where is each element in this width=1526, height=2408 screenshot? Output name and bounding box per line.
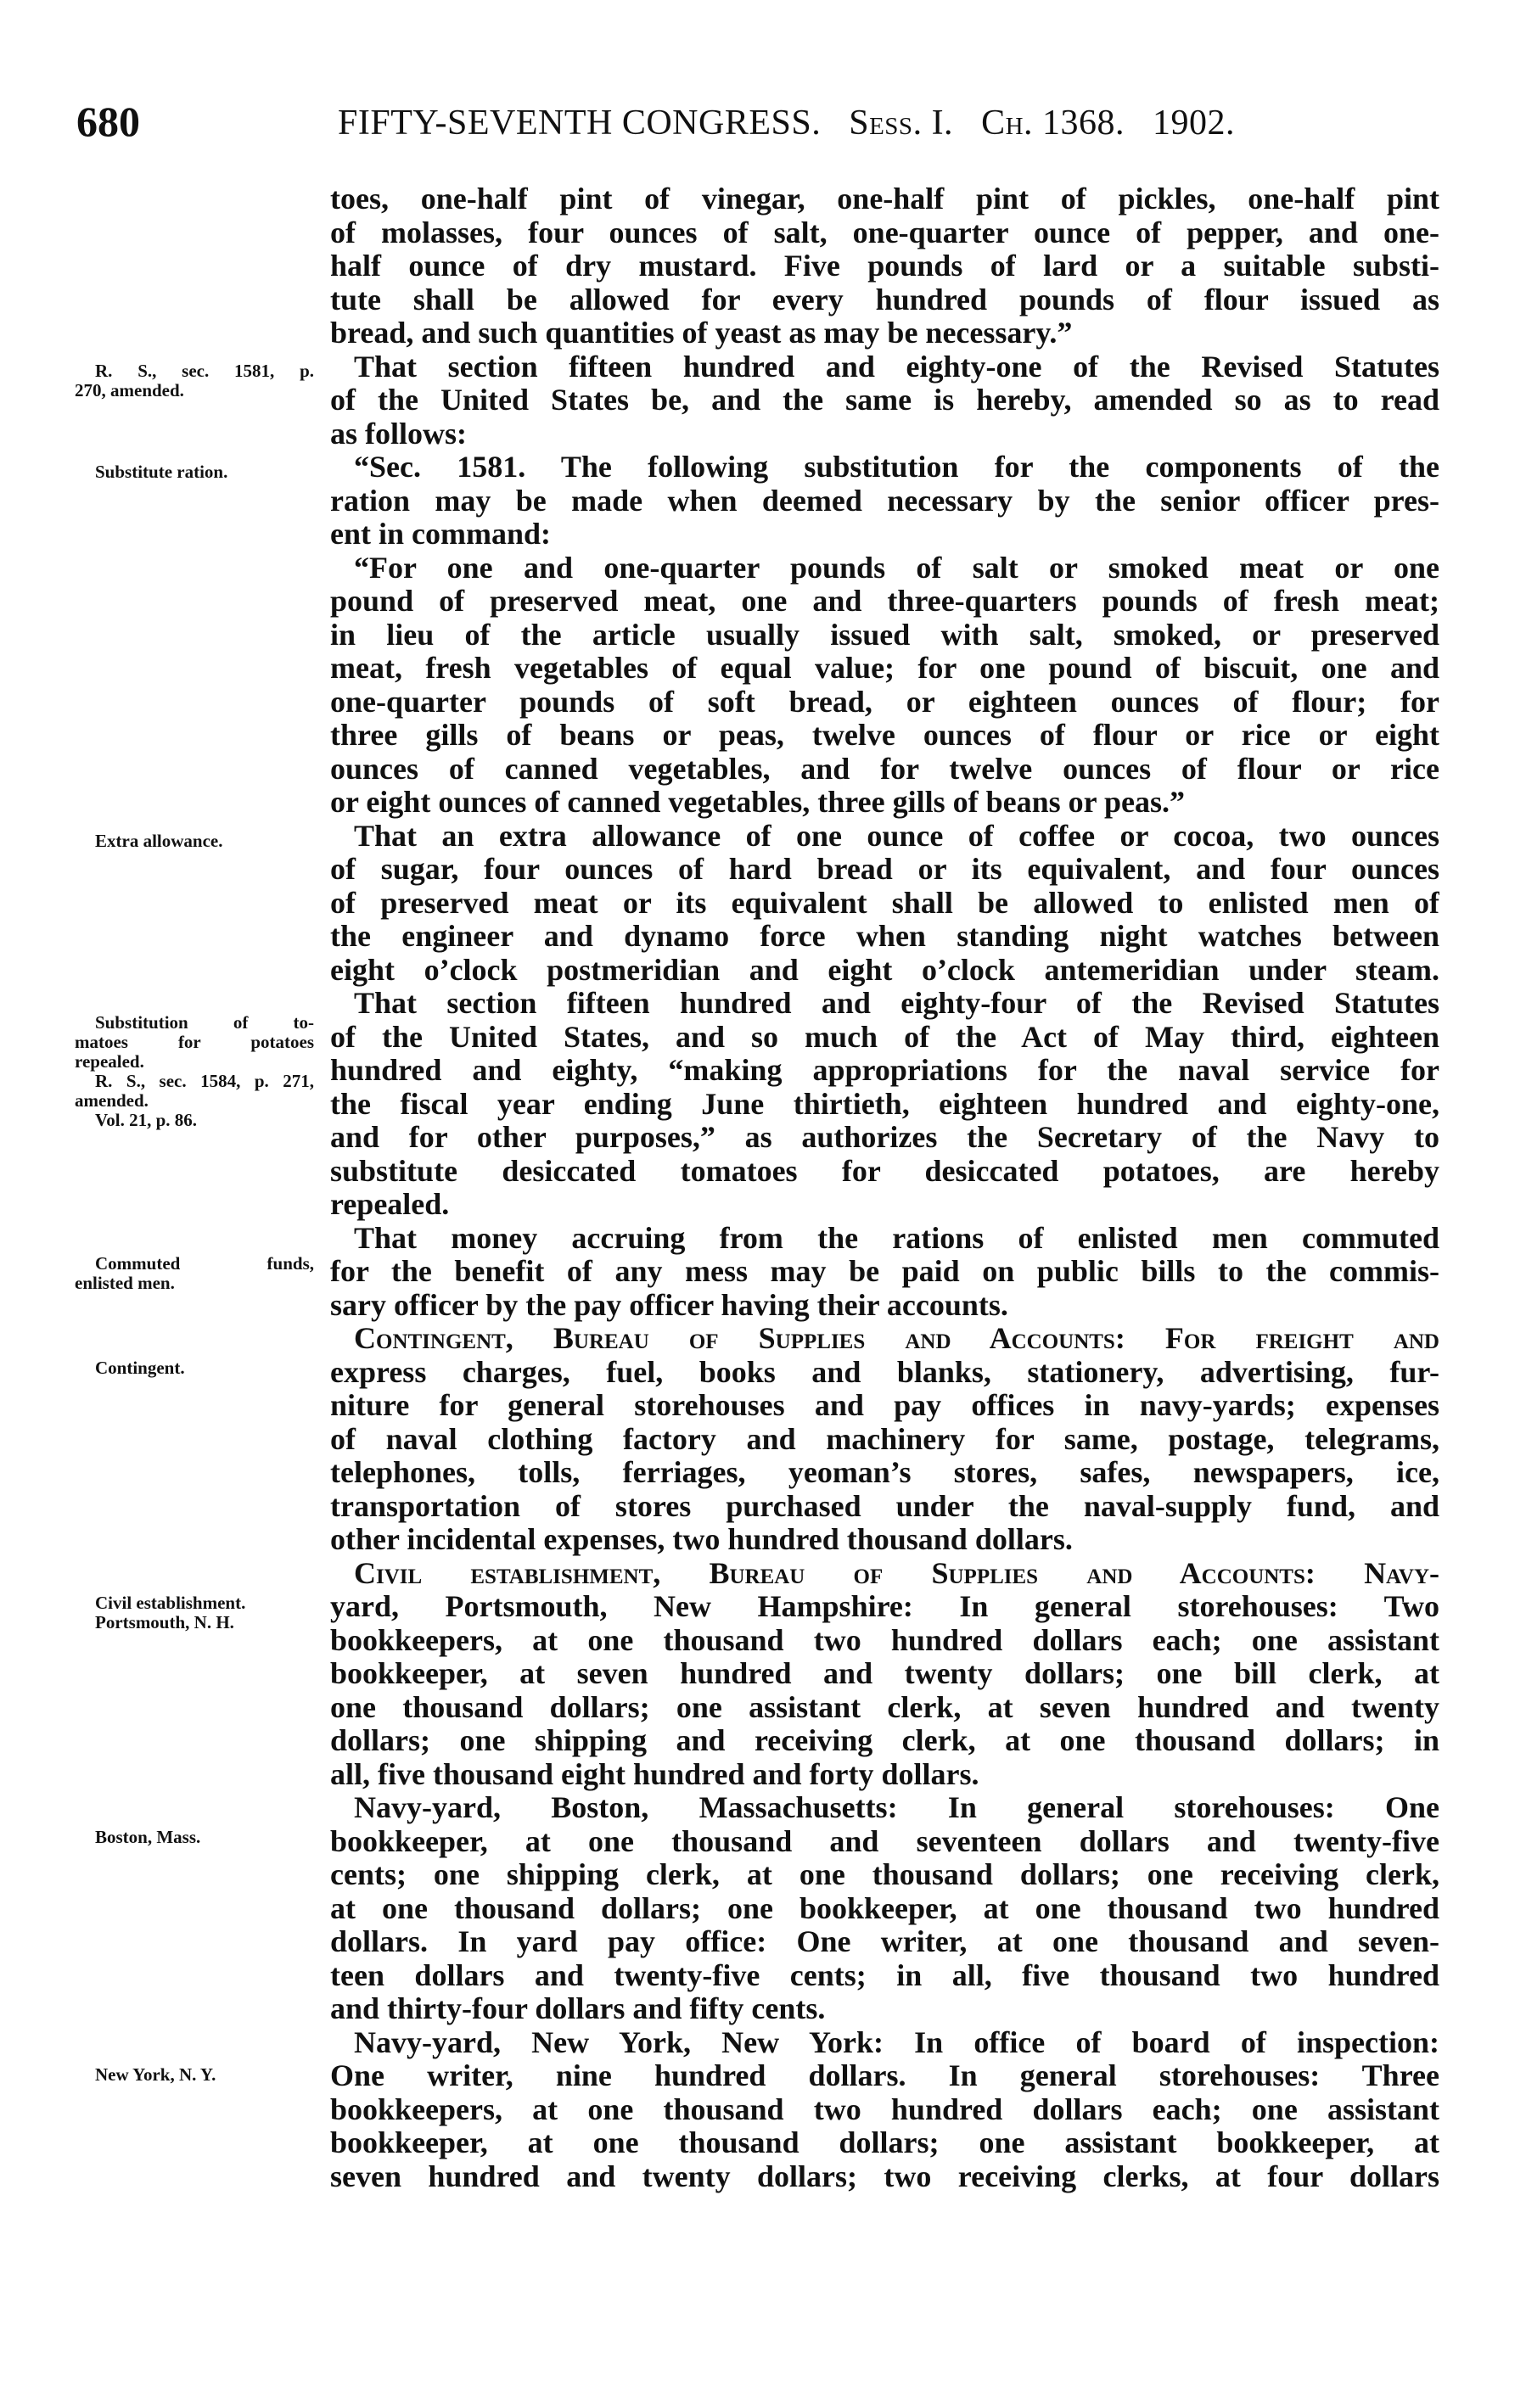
- body-line: hundred and eighty, “making appropriations for the naval service for: [330, 1054, 1439, 1087]
- margin-note-line: 270, amended.: [75, 380, 184, 400]
- body-line: sary officer by the pay officer having their accounts.: [330, 1288, 1008, 1322]
- chapter-label: Ch. 1368.: [981, 104, 1125, 143]
- body-line: of naval clothing factory and machinery for same, postage, telegrams,: [330, 1422, 1439, 1456]
- year-label: 1902.: [1153, 104, 1236, 143]
- congress-title: FIFTY-SEVENTH CONGRESS.: [338, 104, 822, 143]
- body-line: of molasses, four ounces of salt, one-quarter ounce of pepper, and one-: [330, 216, 1439, 249]
- body-line: substitute desiccated tomatoes for desiccated potatoes, are hereby: [330, 1154, 1439, 1188]
- body-line: one-quarter pounds of soft bread, or eighteen ounces of flour; for: [330, 685, 1439, 719]
- body-line: telephones, tolls, ferriages, yeoman’s stores, safes, newspapers, ice,: [330, 1456, 1439, 1489]
- body-line: meat, fresh vegetables of equal value; for one pound of biscuit, one and: [330, 652, 1439, 685]
- body-line: one thousand dollars; one assistant clerk, at seven hundred and twenty: [330, 1690, 1439, 1724]
- body-line: at one thousand dollars; one bookkeeper, at one thousand two hundred: [330, 1891, 1439, 1925]
- page-number: 680: [76, 98, 140, 145]
- margin-note-line: Substitute ration.: [95, 462, 228, 482]
- margin-note-line: enlisted men.: [75, 1273, 175, 1293]
- body-line: tute shall be allowed for every hundred pounds of flour issued as: [330, 283, 1439, 316]
- body-line: Contingent, Bureau of Supplies and Accounts: For freight and: [354, 1322, 1439, 1355]
- body-line: Civil establishment, Bureau of Supplies and Accounts: Navy-: [354, 1556, 1439, 1590]
- body-line: niture for general storehouses and pay offices in navy-yards; expenses: [330, 1389, 1439, 1422]
- body-line: the fiscal year ending June thirtieth, eighteen hundred and eighty-one,: [330, 1087, 1439, 1121]
- body-line: teen dollars and twenty-five cents; in all, five thousand two hundred: [330, 1958, 1439, 1992]
- body-line: three gills of beans or peas, twelve ounces of flour or rice or eight: [330, 719, 1439, 752]
- body-line: other incidental expenses, two hundred thousand dollars.: [330, 1523, 1073, 1556]
- margin-note-line: Boston, Mass.: [95, 1827, 201, 1847]
- body-line: the engineer and dynamo force when standing night watches between: [330, 920, 1439, 953]
- body-line: all, five thousand eight hundred and forty dollars.: [330, 1757, 979, 1791]
- body-line: bread, and such quantities of yeast as may be necessary.”: [330, 316, 1073, 350]
- margin-note-line: Vol. 21, p. 86.: [95, 1110, 198, 1130]
- margin-note-line: New York, N. Y.: [95, 2064, 216, 2085]
- body-line: in lieu of the article usually issued with salt, smoked, or preserved: [330, 618, 1439, 652]
- body-line: bookkeeper, at seven hundred and twenty dollars; one bill clerk, at: [330, 1657, 1439, 1690]
- body-line: Navy-yard, Boston, Massachusetts: In general storehouses: One: [354, 1791, 1439, 1824]
- body-line: transportation of stores purchased under the naval-supply fund, and: [330, 1489, 1439, 1523]
- body-line: yard, Portsmouth, New Hampshire: In general storehouses: Two: [330, 1590, 1439, 1623]
- body-line: half ounce of dry mustard. Five pounds of lard or a suitable substi-: [330, 249, 1439, 283]
- body-line: eight o’clock postmeridian and eight o’clock antemeridian under steam.: [330, 953, 1439, 987]
- margin-note-substitute-ration: [75, 462, 314, 482]
- body-line: express charges, fuel, books and blanks, stationery, advertising, fur-: [330, 1355, 1439, 1389]
- body-line: dollars; one shipping and receiving clerk, at one thousand dollars; in: [330, 1724, 1439, 1757]
- body-line: of the United States, and so much of the Act of May third, eighteen: [330, 1020, 1439, 1054]
- body-line: repealed.: [330, 1188, 450, 1221]
- body-line: or eight ounces of canned vegetables, three gills of beans or peas.”: [330, 786, 1185, 819]
- margin-note-line: R. S., sec. 1581, p.: [95, 361, 314, 381]
- body-line: cents; one shipping clerk, at one thousand dollars; one receiving clerk,: [330, 1858, 1439, 1891]
- margin-note-substitution-tomatoes: [75, 1013, 314, 1130]
- body-line: for the benefit of any mess may be paid on public bills to the commis-: [330, 1255, 1439, 1288]
- body-line: of sugar, four ounces of hard bread or its equivalent, and four ounces: [330, 853, 1439, 886]
- margin-note-line: Extra allowance.: [95, 831, 223, 851]
- body-line: That section fifteen hundred and eighty-four of the Revised Statutes: [354, 987, 1439, 1020]
- margin-note-line: Contingent.: [95, 1358, 185, 1378]
- body-line: of the United States be, and the same is hereby, amended so as to read: [330, 384, 1439, 417]
- body-line: of preserved meat or its equivalent shall be allowed to enlisted men of: [330, 886, 1439, 920]
- margin-note-extra-allowance: [75, 832, 314, 851]
- body-line: dollars. In yard pay office: One writer, at one thousand and seven-: [330, 1925, 1439, 1958]
- margin-note-commuted-funds: [75, 1254, 314, 1293]
- margin-note-line: Portsmouth, N. H.: [95, 1612, 234, 1632]
- body-line: One writer, nine hundred dollars. In general storehouses: Three: [330, 2059, 1439, 2092]
- margin-note-new-york: [75, 2065, 314, 2085]
- body-line: “Sec. 1581. The following substitution for the components of the: [354, 451, 1439, 484]
- session-label: Sess. I.: [849, 104, 954, 143]
- body-line: and thirty-four dollars and fifty cents.: [330, 1992, 826, 2025]
- running-title: [338, 104, 1390, 143]
- margin-note-civil-establishment: [75, 1593, 314, 1632]
- statute-body: [330, 182, 1439, 2193]
- margin-note-line: amended.: [75, 1090, 149, 1111]
- body-line: That money accruing from the rations of enlisted men commuted: [354, 1221, 1439, 1255]
- margin-note-line: matoes for potatoes: [75, 1032, 314, 1052]
- margin-note-contingent: [75, 1358, 314, 1378]
- body-line: and for other purposes,” as authorizes the Secretary of the Navy to: [330, 1121, 1439, 1154]
- margin-note-line: repealed.: [75, 1051, 144, 1072]
- body-line: ent in command:: [330, 518, 551, 551]
- body-line: bookkeeper, at one thousand and seventeen dollars and twenty-five: [330, 1824, 1439, 1858]
- margin-note-line: Commuted funds,: [95, 1253, 314, 1274]
- body-line: as follows:: [330, 417, 467, 451]
- body-line: That section fifteen hundred and eighty-one of the Revised Statutes: [354, 350, 1439, 384]
- body-line: bookkeepers, at one thousand two hundred dollars each; one assistant: [330, 1623, 1439, 1657]
- body-line: That an extra allowance of one ounce of coffee or cocoa, two ounces: [354, 819, 1439, 853]
- body-line: toes, one-half pint of vinegar, one-half pint of pickles, one-half pint: [330, 182, 1439, 216]
- margin-note-boston: [75, 1828, 314, 1847]
- margin-note-line: Civil establishment.: [95, 1593, 246, 1613]
- body-line: seven hundred and twenty dollars; two receiving clerks, at four dollars: [330, 2159, 1439, 2193]
- running-header: [0, 100, 1526, 143]
- body-line: bookkeeper, at one thousand dollars; one assistant bookkeeper, at: [330, 2126, 1439, 2159]
- margin-note-line: R. S., sec. 1584, p. 271,: [95, 1071, 314, 1091]
- body-line: ounces of canned vegetables, and for twelve ounces of flour or rice: [330, 752, 1439, 786]
- body-line: “For one and one-quarter pounds of salt or smoked meat or one: [354, 551, 1439, 585]
- body-line: Navy-yard, New York, New York: In office of board of inspection:: [354, 2025, 1439, 2059]
- margin-note-rs-1581: [75, 361, 314, 400]
- body-line: ration may be made when deemed necessary by the senior officer pres-: [330, 484, 1439, 518]
- margin-note-line: Substitution of to-: [95, 1012, 314, 1033]
- body-line: pound of preserved meat, one and three-quarters pounds of fresh meat;: [330, 585, 1439, 618]
- body-line: bookkeepers, at one thousand two hundred dollars each; one assistant: [330, 2092, 1439, 2126]
